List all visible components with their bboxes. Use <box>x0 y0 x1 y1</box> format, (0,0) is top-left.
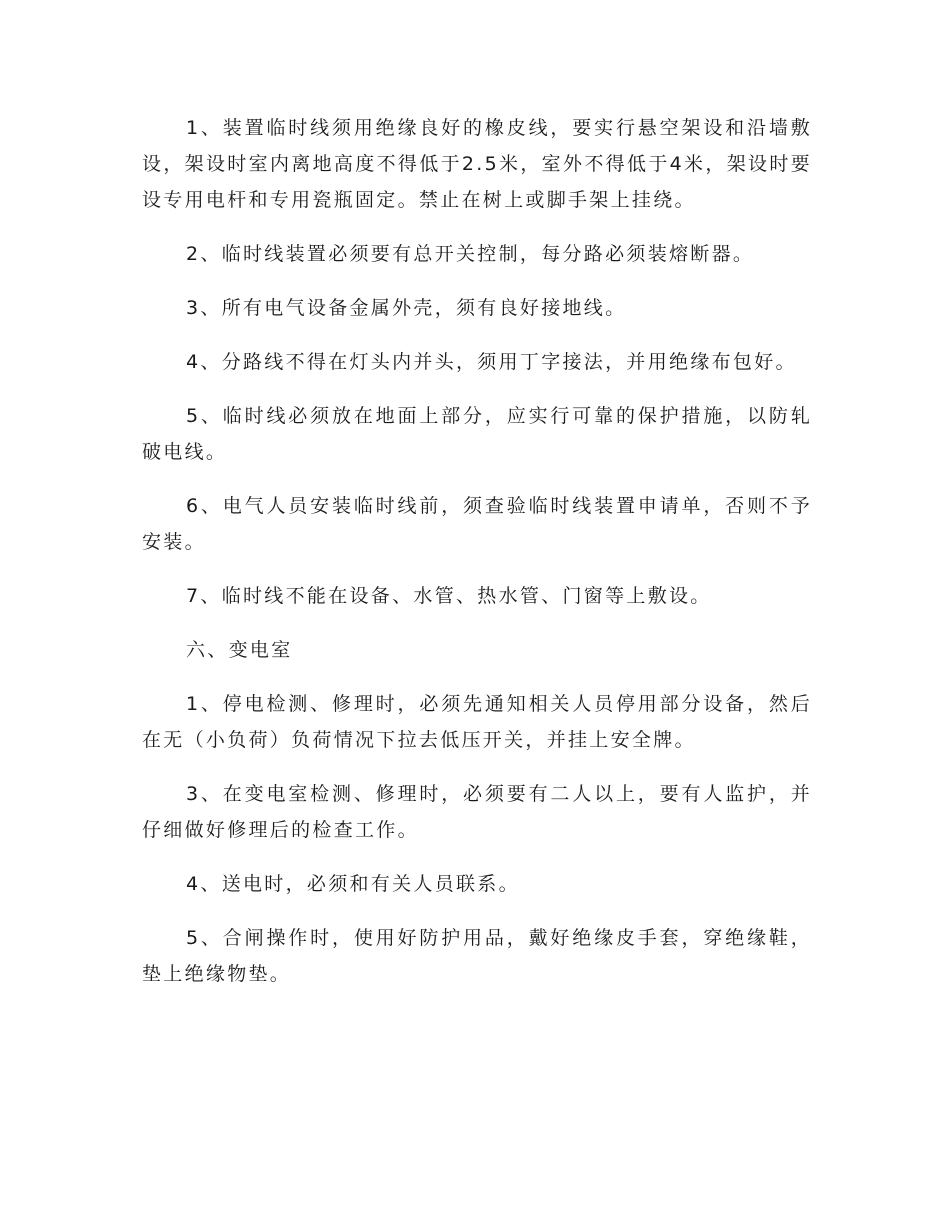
paragraph-branch-wiring: 4、分路线不得在灯头内并头，须用丁字接法，并用绝缘布包好。 <box>186 351 797 373</box>
paragraph-application-check: 6、电气人员安装临时线前，须查验临时线装置申请单，否则不予安装。 <box>142 495 812 553</box>
paragraph-temp-line-install: 1、装置临时线须用绝缘良好的橡皮线，要实行悬空架设和沿墙敷设，架设时室内离地高度不得低于2.5米，室外不得低于4米，架设时要设专用电杆和专用瓷瓶固定。禁止在树上或脚手架上挂绕。 <box>142 117 812 211</box>
paragraph-power-off-repair: 1、停电检测、修理时，必须先通知相关人员停用部分设备，然后在无（小负荷）负荷情况下拉去低压开关，并挂上安全牌。 <box>142 693 812 751</box>
paragraph-two-person-rule: 3、在变电室检测、修理时，必须要有二人以上，要有人监护，并仔细做好修理后的检查工作。 <box>142 783 812 841</box>
paragraph-grounding: 3、所有电气设备金属外壳，须有良好接地线。 <box>186 297 627 319</box>
paragraph-ground-protection: 5、临时线必须放在地面上部分，应实行可靠的保护措施，以防轧破电线。 <box>142 405 812 463</box>
document-body <box>142 110 812 1010</box>
paragraph-laying-restriction: 7、临时线不能在设备、水管、热水管、门窗等上敷设。 <box>186 585 712 607</box>
paragraph-switching-protection: 5、合闸操作时，使用好防护用品，戴好绝缘皮手套，穿绝缘鞋，垫上绝缘物垫。 <box>142 927 812 985</box>
section-heading-substation: 六、变电室 <box>186 639 293 661</box>
paragraph-main-switch: 2、临时线装置必须要有总开关控制，每分路必须装熔断器。 <box>186 243 755 265</box>
paragraph-power-on-contact: 4、送电时，必须和有关人员联系。 <box>186 873 520 895</box>
